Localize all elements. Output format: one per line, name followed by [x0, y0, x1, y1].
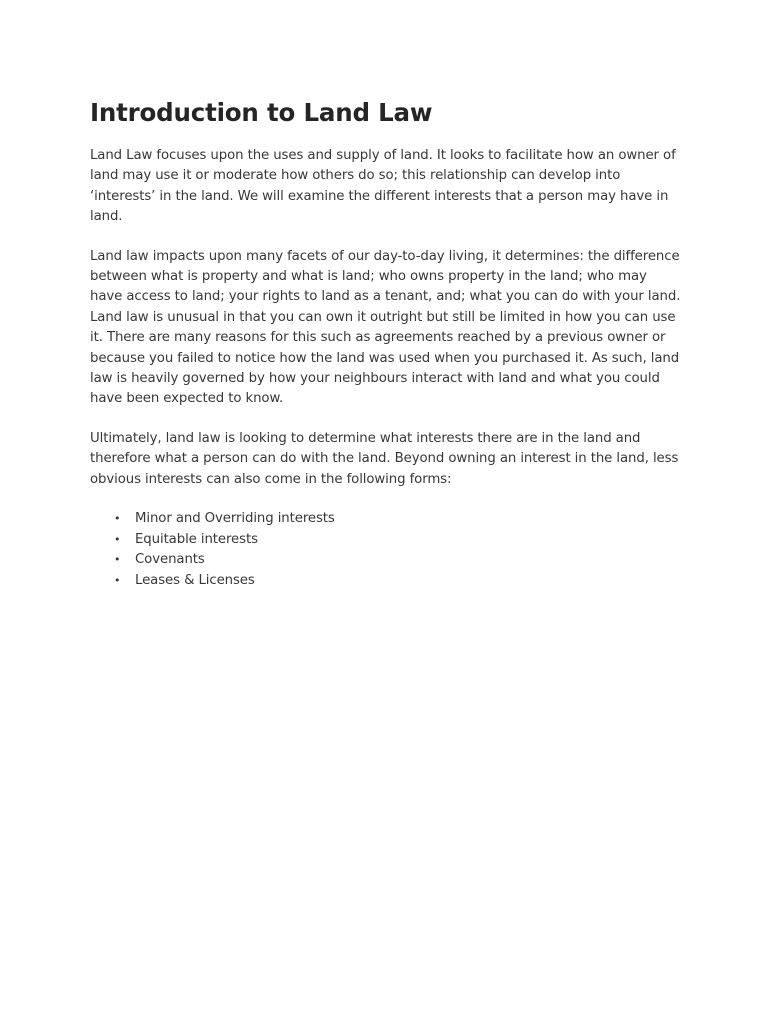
bullet-icon: •: [114, 573, 121, 587]
bullet-icon: •: [114, 553, 121, 567]
paragraph-ultimately: Ultimately, land law is looking to determine what interests there are in the land and therefore what a person can do with the land. Beyond owning an interest in the land, less obvious interests can also come in the following forms:: [90, 430, 679, 487]
list-item-text: Equitable interests: [135, 531, 258, 547]
document-page: [90, 96, 682, 591]
page-title: Introduction to Land Law: [90, 98, 433, 127]
list-item-text: Leases & Licenses: [135, 572, 255, 588]
list-item: [114, 550, 682, 571]
bullet-icon: •: [114, 532, 121, 546]
paragraph-intro: Land Law focuses upon the uses and supply of land. It looks to facilitate how an owner of land may use it or moderate how others do so; this relationship can develop into ‘interests’ in the land. We will examine the different interests that a person may have in land.: [90, 148, 676, 225]
list-item-text: Covenants: [135, 552, 205, 568]
list-item-text: Minor and Overriding interests: [135, 511, 335, 527]
list-item: [114, 571, 682, 592]
interest-forms-list: [90, 509, 682, 591]
paragraph-impacts: Land law impacts upon many facets of our day-to-day living, it determines: the difference between what is property and what is land; who owns property in the land; who may have access to land; your rights to land as a tenant, and; what you can do with your land. Land law is unusual in that you can own it outright but still be limited in how you can use it. There are many reasons for this such as agreements reached by a previous owner or because you failed to notice how the land was used when you purchased it. As such, land law is heavily governed by how your neighbours interact with land and what you could have been expected to know.: [90, 248, 681, 407]
list-item: [114, 509, 682, 530]
list-item: [114, 530, 682, 551]
bullet-icon: •: [114, 512, 121, 526]
